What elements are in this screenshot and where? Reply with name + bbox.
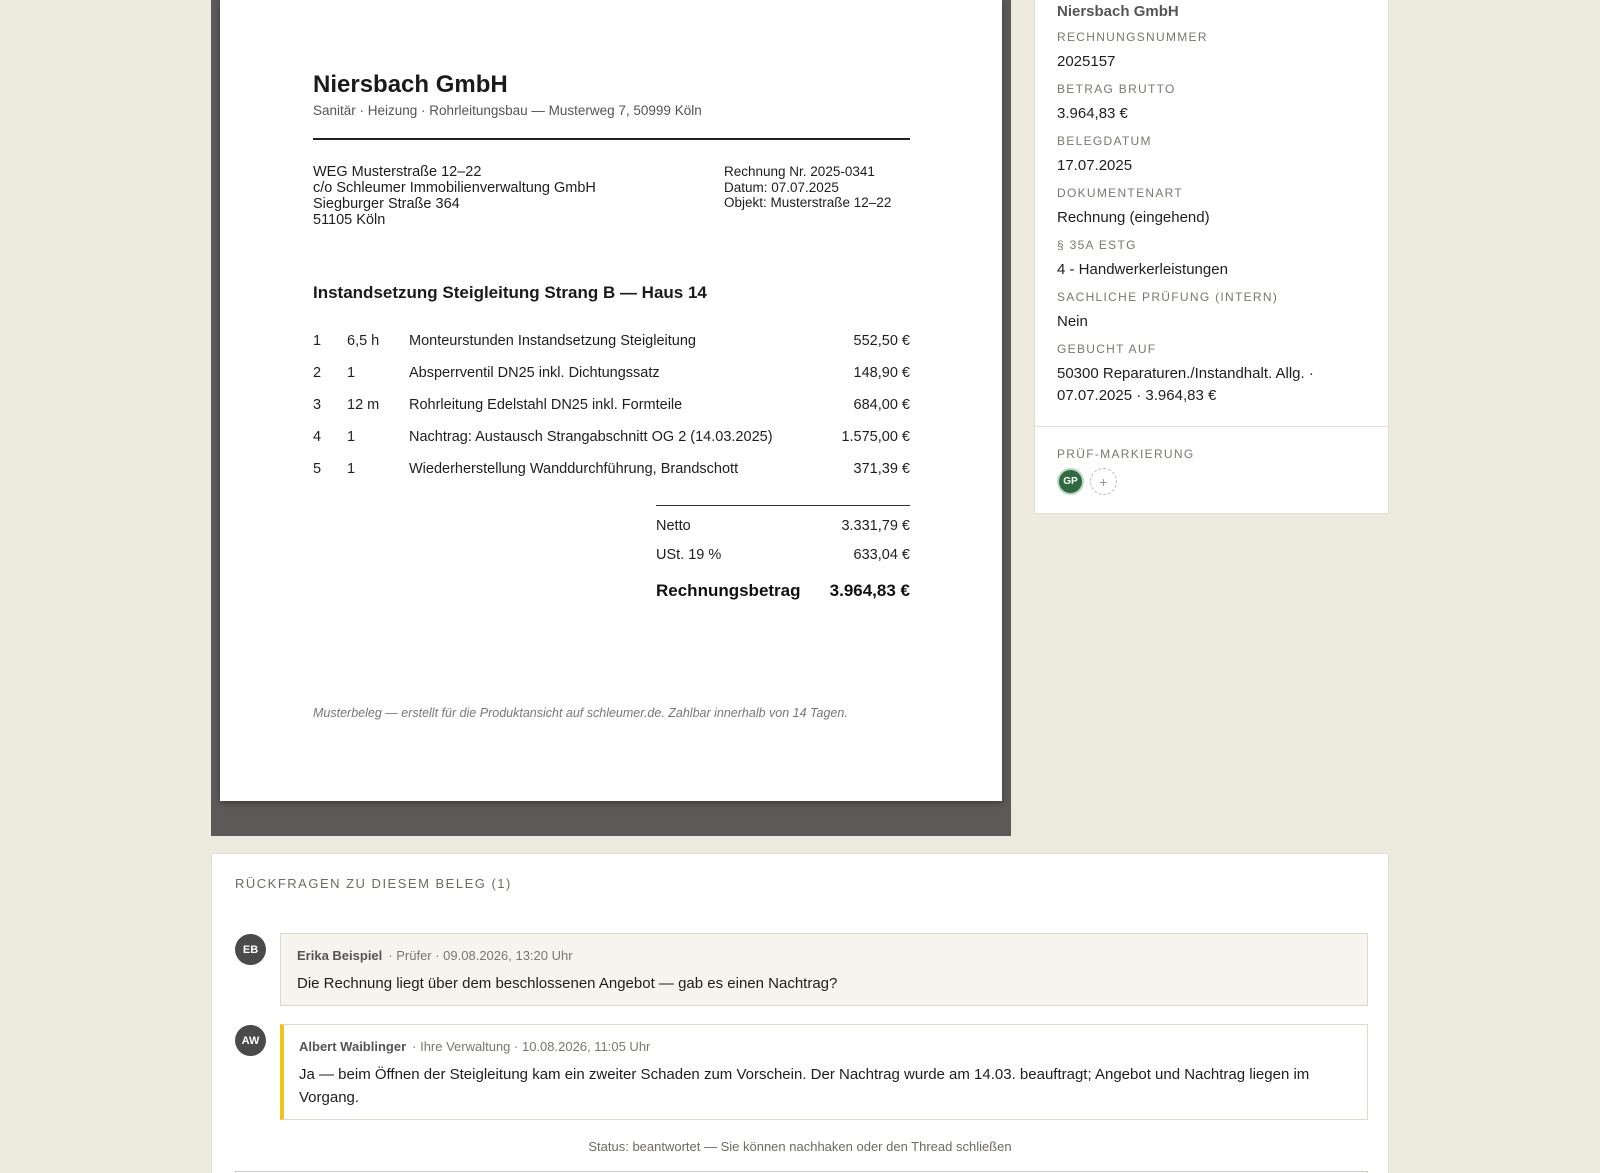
field-label: BETRAG BRUTTO [1057,82,1176,96]
field-value: 17.07.2025 [1057,157,1133,174]
invoice-meta [724,164,891,211]
line-item [313,429,910,461]
message-text: Die Rechnung liegt über dem beschlossenen Angebot — gab es einen Nachtrag? [297,975,838,992]
answer-message [280,1024,1368,1120]
item-pos: 5 [313,461,322,477]
field-document-type[interactable] [1057,186,1366,229]
recipient-line: WEG Musterstraße 12–22 [313,164,482,180]
item-desc: Nachtrag: Austausch Strangabschnitt OG 2 (14.03.2025) [409,429,773,445]
marks-row [1057,468,1366,495]
field-value: 2025157 [1057,53,1116,70]
field-document-date[interactable] [1057,134,1366,177]
total-label: Rechnungsbetrag [656,581,801,600]
line-item [313,397,910,429]
field-label: GEBUCHT AUF [1057,342,1157,356]
invoice-page [220,0,1002,801]
avatar: EB [235,934,266,965]
net-value: 3.331,79 € [841,518,910,534]
invoice-company: Niersbach GmbH [313,71,508,98]
field-gross-amount[interactable] [1057,82,1366,125]
item-desc: Wiederherstellung Wanddurchführung, Brandschott [409,461,739,477]
field-35a-estg[interactable] [1057,238,1366,281]
message-author: Erika Beispiel [297,948,383,963]
question-message [280,933,1368,1006]
item-desc: Rohrleitung Edelstahl DN25 inkl. Formteile [409,397,683,413]
item-qty: 12 m [347,397,380,413]
avatar: AW [235,1025,266,1056]
field-label: DOKUMENTENART [1057,186,1184,200]
message-author: Albert Waiblinger [299,1039,407,1054]
item-qty: 6,5 h [347,333,380,349]
item-amount: 371,39 € [853,461,910,477]
invoice-footnote: Musterbeleg — erstellt für die Produktansicht auf schleumer.de. Zahlbar innerhalb von 14 Tagen. [313,706,848,720]
vendor-name: Niersbach GmbH [1057,3,1179,20]
message-header [299,1039,1351,1054]
field-value: Rechnung (eingehend) [1057,209,1210,226]
message-text: Ja — beim Öffnen der Steigleitung kam ein zweiter Schaden zum Vorschein. Der Nachtrag wurde am 14.03. beauftragt; Angebot und Nachtrag liegen im Vorgang. [299,1066,1310,1106]
item-amount: 1.575,00 € [841,429,910,445]
item-desc: Absperrventil DN25 inkl. Dichtungssatz [409,365,660,381]
field-value: 4 - Handwerkerleistungen [1057,261,1228,278]
header-rule [313,138,910,140]
field-internal-review[interactable] [1057,290,1366,333]
item-qty: 1 [347,429,356,445]
item-qty: 1 [347,365,356,381]
item-pos: 3 [313,397,322,413]
recipient-line: Siegburger Straße 364 [313,196,460,212]
item-pos: 2 [313,365,322,381]
total-value: 3.964,83 € [829,581,910,600]
field-label: BELEGDATUM [1057,134,1152,148]
field-label: SACHLICHE PRÜFUNG (INTERN) [1057,290,1279,304]
field-label: RECHNUNGSNUMMER [1057,30,1208,44]
item-desc: Monteurstunden Instandsetzung Steigleitung [409,333,696,349]
field-booked-on[interactable] [1057,342,1366,407]
recipient-address [313,164,596,228]
add-mark-button[interactable]: + [1090,468,1117,495]
recipient-line: c/o Schleumer Immobilienverwaltung GmbH [313,180,596,196]
field-value: Nein [1057,313,1088,330]
recipient-line: 51105 Köln [313,212,386,228]
invoice-number: Rechnung Nr. 2025-0341 [724,164,875,179]
message-meta: · Ihre Verwaltung · 10.08.2026, 11:05 Uhr [412,1039,651,1054]
invoice-tagline: Sanitär · Heizung · Rohrleitungsbau — Musterweg 7, 50999 Köln [313,103,702,118]
sum-rule [656,505,910,506]
line-item [313,365,910,397]
marks-label: PRÜF-MARKIERUNG [1057,447,1195,461]
net-label: Netto [656,518,691,534]
document-viewer[interactable] [211,0,1011,836]
review-mark-badge[interactable]: GP [1057,468,1084,495]
document-details-panel [1034,0,1389,514]
line-items [313,333,910,493]
item-qty: 1 [347,461,356,477]
item-amount: 684,00 € [853,397,910,413]
details-block [1035,0,1388,426]
invoice-object: Objekt: Musterstraße 12–22 [724,195,892,210]
questions-thread [211,853,1389,1173]
vat-value: 633,04 € [853,547,910,563]
thread-title: RÜCKFRAGEN ZU DIESEM BELEG (1) [235,876,512,891]
message-header [297,948,1351,963]
invoice-subject: Instandsetzung Steigleitung Strang B — Haus 14 [313,283,707,302]
item-amount: 552,50 € [853,333,910,349]
field-value: 50300 Reparaturen./Instandhalt. Allg. · 07.07.2025 · 3.964,83 € [1057,365,1314,404]
review-marks [1035,427,1388,513]
line-item [313,461,910,493]
line-item [313,333,910,365]
invoice-date: Datum: 07.07.2025 [724,179,839,195]
vat-label: USt. 19 % [656,547,722,563]
field-label: § 35A ESTG [1057,238,1137,252]
thread-status: Status: beantwortet — Sie können nachhaken oder den Thread schließen [588,1139,1012,1154]
item-pos: 1 [313,333,322,349]
item-pos: 4 [313,429,322,445]
field-invoice-number[interactable] [1057,30,1366,73]
item-amount: 148,90 € [853,365,910,381]
field-value: 3.964,83 € [1057,105,1128,122]
message-meta: · Prüfer · 09.08.2026, 13:20 Uhr [388,948,573,963]
